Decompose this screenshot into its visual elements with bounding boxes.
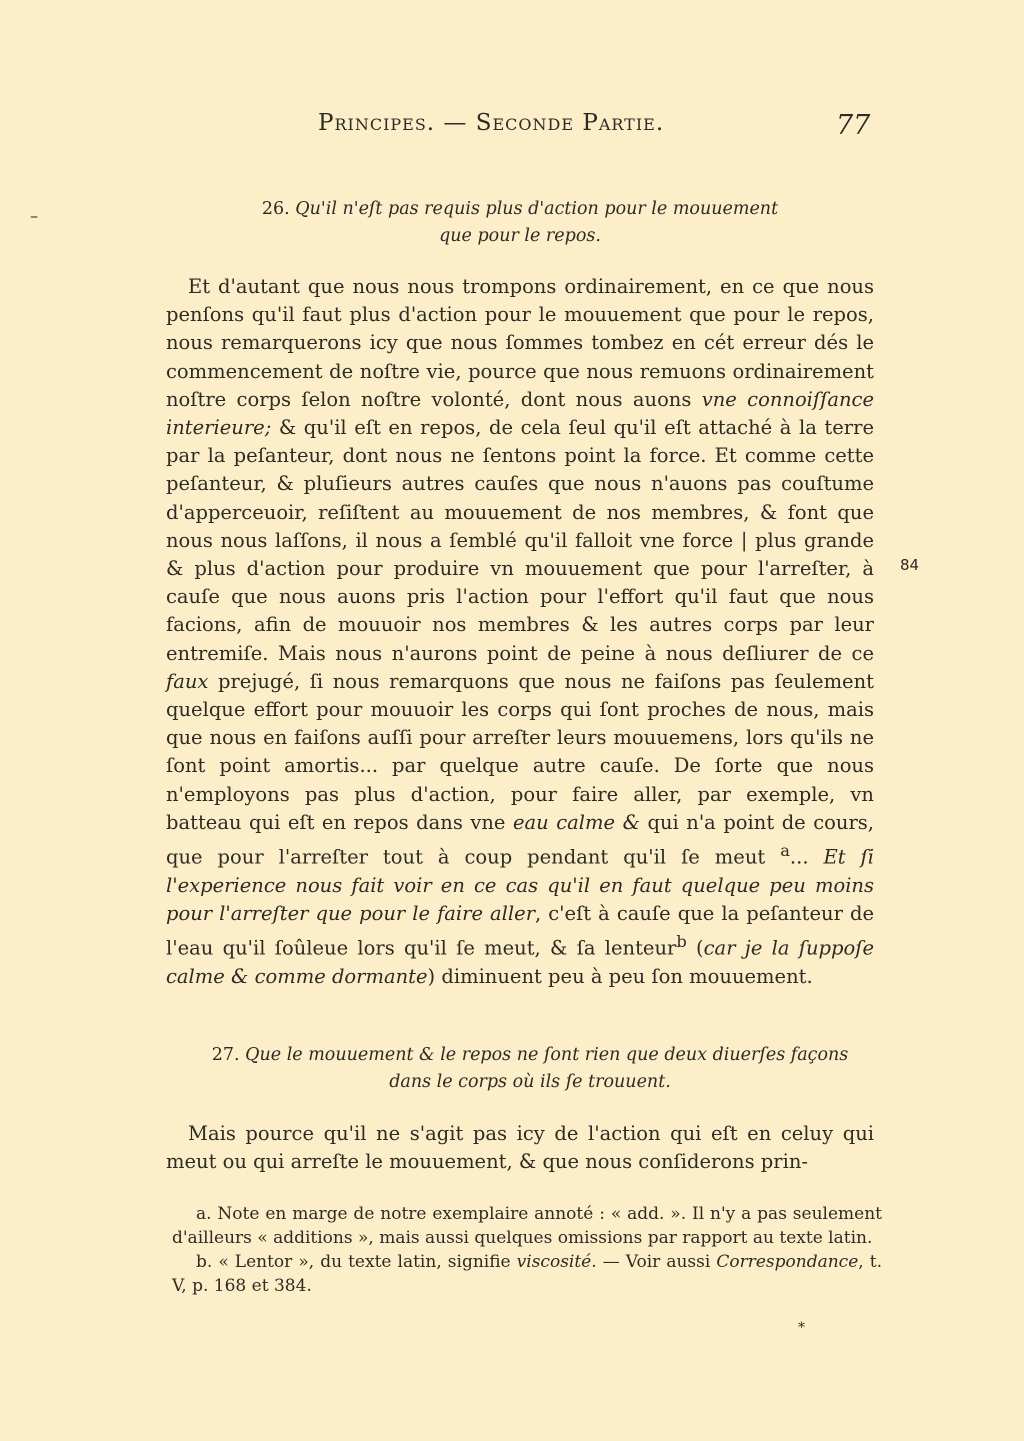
italic-run: car je la ſuppoſe calme & comme dormante <box>166 936 874 988</box>
italic-run: viscosité. <box>516 1252 597 1272</box>
text-run: , c'eſt à cauſe que la peſanteur de l'eau qu'il ſoûleue lors qu'il ſe meut, & ſa lenteur <box>166 901 874 960</box>
text-run: ( <box>686 936 704 960</box>
page-number: 77 <box>836 110 871 141</box>
running-head: Principes. — Seconde Partie. <box>318 110 665 136</box>
footnote-a: a. Note en marge de notre exemplaire annoté : « add. ». Il n'y a pas seulement d'ailleurs « additions », mais aussi quelques omissions par rapport au texte latin. <box>172 1204 882 1248</box>
section-number: 27. <box>211 1045 240 1065</box>
section-heading-27 <box>170 1042 890 1096</box>
section-number: 26. <box>261 199 290 219</box>
italic-run: faux <box>166 669 209 693</box>
paragraph-26 <box>166 273 874 991</box>
footnote-b <box>172 1250 882 1298</box>
section-title-line1: Qu'il n'eſt pas requis plus d'action pour le mouuement <box>295 199 779 219</box>
margin-reference-number: 84 <box>900 556 920 574</box>
section-title-line2: dans le corps où ils ſe trouuent. <box>389 1072 671 1092</box>
text-run: , t. V, p. 168 et 384. <box>172 1252 882 1296</box>
text-run: b. « Lentor », du texte latin, signifie <box>196 1252 517 1272</box>
margin-dash: – <box>30 206 38 225</box>
paragraph-text: Mais pource qu'il ne s'agit pas icy de l'action qui eſt en celuy qui meut ou qui arreſte le mouuement, & que nous conſiderons prin- <box>166 1122 874 1174</box>
text-run: Et d'autant que nous nous trompons ordinairement, en ce que nous penſons qu'il faut plus d'action pour le mouuement que pour le repos, nous remarquerons icy que nous ſommes tombez en cét erreur dés le commencement de noſtre vie, pource que nous remuons ordinairement noſtre corps ſelon noſtre volonté, dont nous auons <box>166 275 874 411</box>
footnote-ref-b[interactable]: b <box>676 932 687 952</box>
italic-run: eau calme & <box>513 810 640 834</box>
section-title-line1: Que le mouuement & le repos ne ſont rien que deux diuerſes façons <box>245 1045 849 1065</box>
paragraph-text <box>166 273 874 991</box>
text-run: ) diminuent peu à peu ſon mouuement. <box>427 964 813 988</box>
section-title-line2: que pour le repos. <box>439 226 601 246</box>
text-run: qui n'a point de cours, que pour l'arreſter tout à coup pendant qu'il ſe meut <box>166 810 874 869</box>
paragraph-27 <box>166 1120 874 1176</box>
text-run: prejugé, ſi nous remarquons que nous ne faiſons pas ſeulement quelque effort pour mouuoir les corps qui ſont proches de nous, mais que nous en faiſons auſſi pour arreſter leurs mouuemens, lors qu'ils ne ſont point amortis... par quelque autre cauſe. De ſorte que nous n'employons pas plus d'action, pour faire aller, par exemple, vn batteau qui eſt en repos dans vne <box>166 669 874 834</box>
italic-run: vne connoiſſance interieure; <box>166 387 875 440</box>
text-run: — Voir aussi <box>596 1252 717 1272</box>
section-heading-26 <box>190 196 850 250</box>
text-run: & qu'il eſt en repos, de cela ſeul qu'il eſt attaché à la terre par la peſanteur, dont nous ne ſentons point la force. Et comme cette peſanteur, & pluſieurs autres cauſes que nous n'auons pas couſtume d'apperceuoir, reſiſtent au mouuement de nos membres, & font que nous nous laſſons, il nous a ſemblé qu'il falloit vne force | plus grande & plus d'action pour produire vn mouuement que pour l'arreſter, à cauſe que nous auons pris l'action pour l'effort qu'il faut que nous facions, afin de mouuoir nos membres & les autres corps par leur entremiſe. Mais nous n'aurons point de peine à nous deſliurer de ce <box>166 416 874 665</box>
footnote-ref-a[interactable]: a <box>780 841 790 861</box>
italic-run: Correspondance <box>716 1252 859 1272</box>
footnotes <box>172 1202 882 1298</box>
signature-mark: * <box>798 1320 805 1336</box>
text-run: ... <box>789 845 824 869</box>
italic-run: Et ſi l'experience nous fait voir en ce cas qu'il en faut quelque peu moins pour l'arreſter que pour le faire aller <box>166 845 875 925</box>
